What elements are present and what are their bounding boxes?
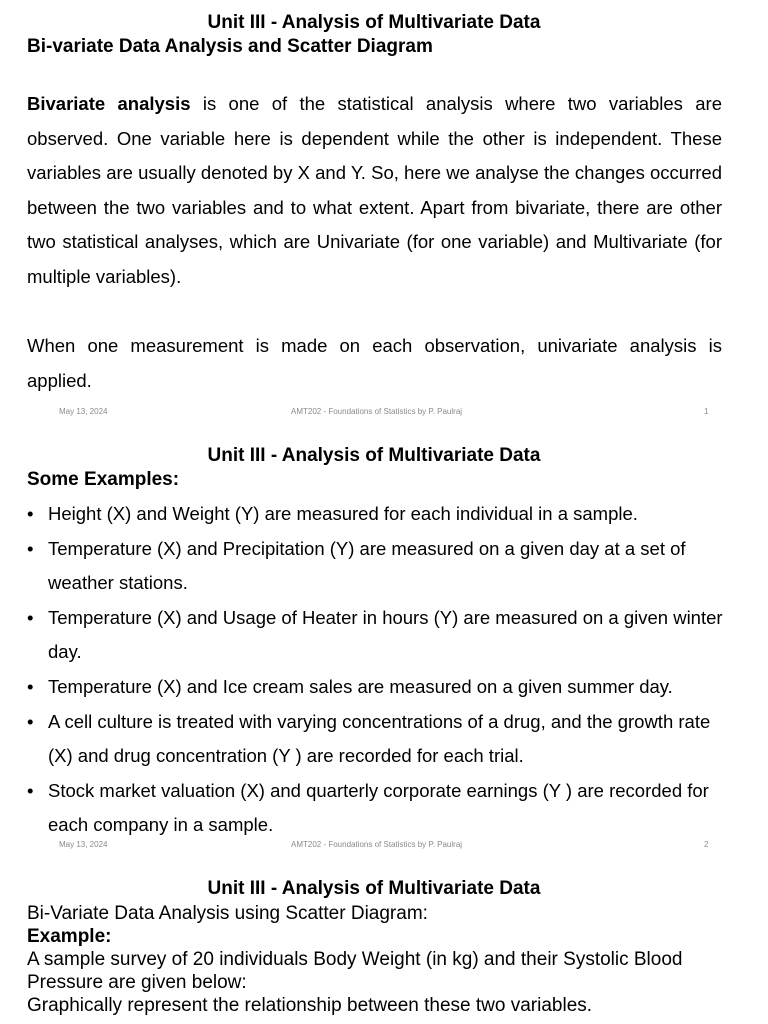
footer-course: AMT202 - Foundations of Statistics by P. Paulraj xyxy=(291,407,463,416)
footer-page-number: 2 xyxy=(704,840,709,849)
bullet-icon: • xyxy=(27,675,34,697)
bullet-icon: • xyxy=(27,503,34,524)
bivariate-definition-text: is one of the statistical analysis where two variables are observed. One variable here is dependent while the other is independent. These variables are usually denoted by X and Y. So, here we analyse the changes occurred between the two variables and to what extent. Apart from bivariate, there are other two statistical analyses, which are Univariate (for one variable) and Multivariate (for multiple variables). xyxy=(27,93,722,287)
list-item xyxy=(27,532,727,601)
list-item-text: Temperature (X) and Precipitation (Y) are measured on a given day at a set of weather stations. xyxy=(48,537,686,594)
list-item-text: Stock market valuation (X) and quarterly corporate earnings (Y ) are recorded for each company in a sample. xyxy=(48,779,709,836)
examples-list xyxy=(27,497,727,843)
list-item xyxy=(27,670,727,705)
list-item-text: Temperature (X) and Usage of Heater in hours (Y) are measured on a given winter day. xyxy=(48,606,723,663)
list-item-text: Temperature (X) and Ice cream sales are measured on a given summer day. xyxy=(48,675,673,697)
univariate-paragraph: When one measurement is made on each observation, univariate analysis is applied. xyxy=(27,335,722,391)
bullet-icon: • xyxy=(27,710,34,732)
footer-course: AMT202 - Foundations of Statistics by P. Paulraj xyxy=(291,840,463,849)
scatter-section-heading: Bi-Variate Data Analysis using Scatter Diagram: xyxy=(27,903,428,924)
bivariate-term: Bivariate analysis xyxy=(27,93,191,114)
list-item-text: A cell culture is treated with varying concentrations of a drug, and the growth rate (X) and drug concentration (Y ) are recorded for each trial. xyxy=(48,710,711,767)
list-item xyxy=(27,774,727,843)
slide-1 xyxy=(0,0,768,433)
task-instruction: Graphically represent the relationship between these two variables. xyxy=(27,995,593,1016)
list-item xyxy=(27,497,727,532)
slide-2 xyxy=(0,433,768,866)
footer-page-number: 1 xyxy=(704,407,709,416)
bullet-icon: • xyxy=(27,537,34,559)
list-item xyxy=(27,705,727,774)
example-heading: Example: xyxy=(27,926,112,947)
bullet-icon: • xyxy=(27,779,34,801)
bullet-icon: • xyxy=(27,606,34,628)
footer-date: May 13, 2024 xyxy=(59,407,108,416)
slide-title: Unit III - Analysis of Multivariate Data xyxy=(207,12,541,33)
bivariate-definition-paragraph xyxy=(27,87,722,295)
list-item xyxy=(27,601,727,670)
slide-subtitle: Bi-variate Data Analysis and Scatter Diagram xyxy=(27,36,433,57)
examples-heading: Some Examples: xyxy=(27,469,180,490)
list-item-text: Height (X) and Weight (Y) are measured for each individual in a sample. xyxy=(48,503,638,524)
slide-title: Unit III - Analysis of Multivariate Data xyxy=(207,878,541,899)
slide-3 xyxy=(0,866,768,1024)
slide-title: Unit III - Analysis of Multivariate Data xyxy=(207,445,541,466)
survey-description: A sample survey of 20 individuals Body Weight (in kg) and their Systolic Blood Pressure are given below: xyxy=(27,949,683,993)
footer-date: May 13, 2024 xyxy=(59,840,108,849)
